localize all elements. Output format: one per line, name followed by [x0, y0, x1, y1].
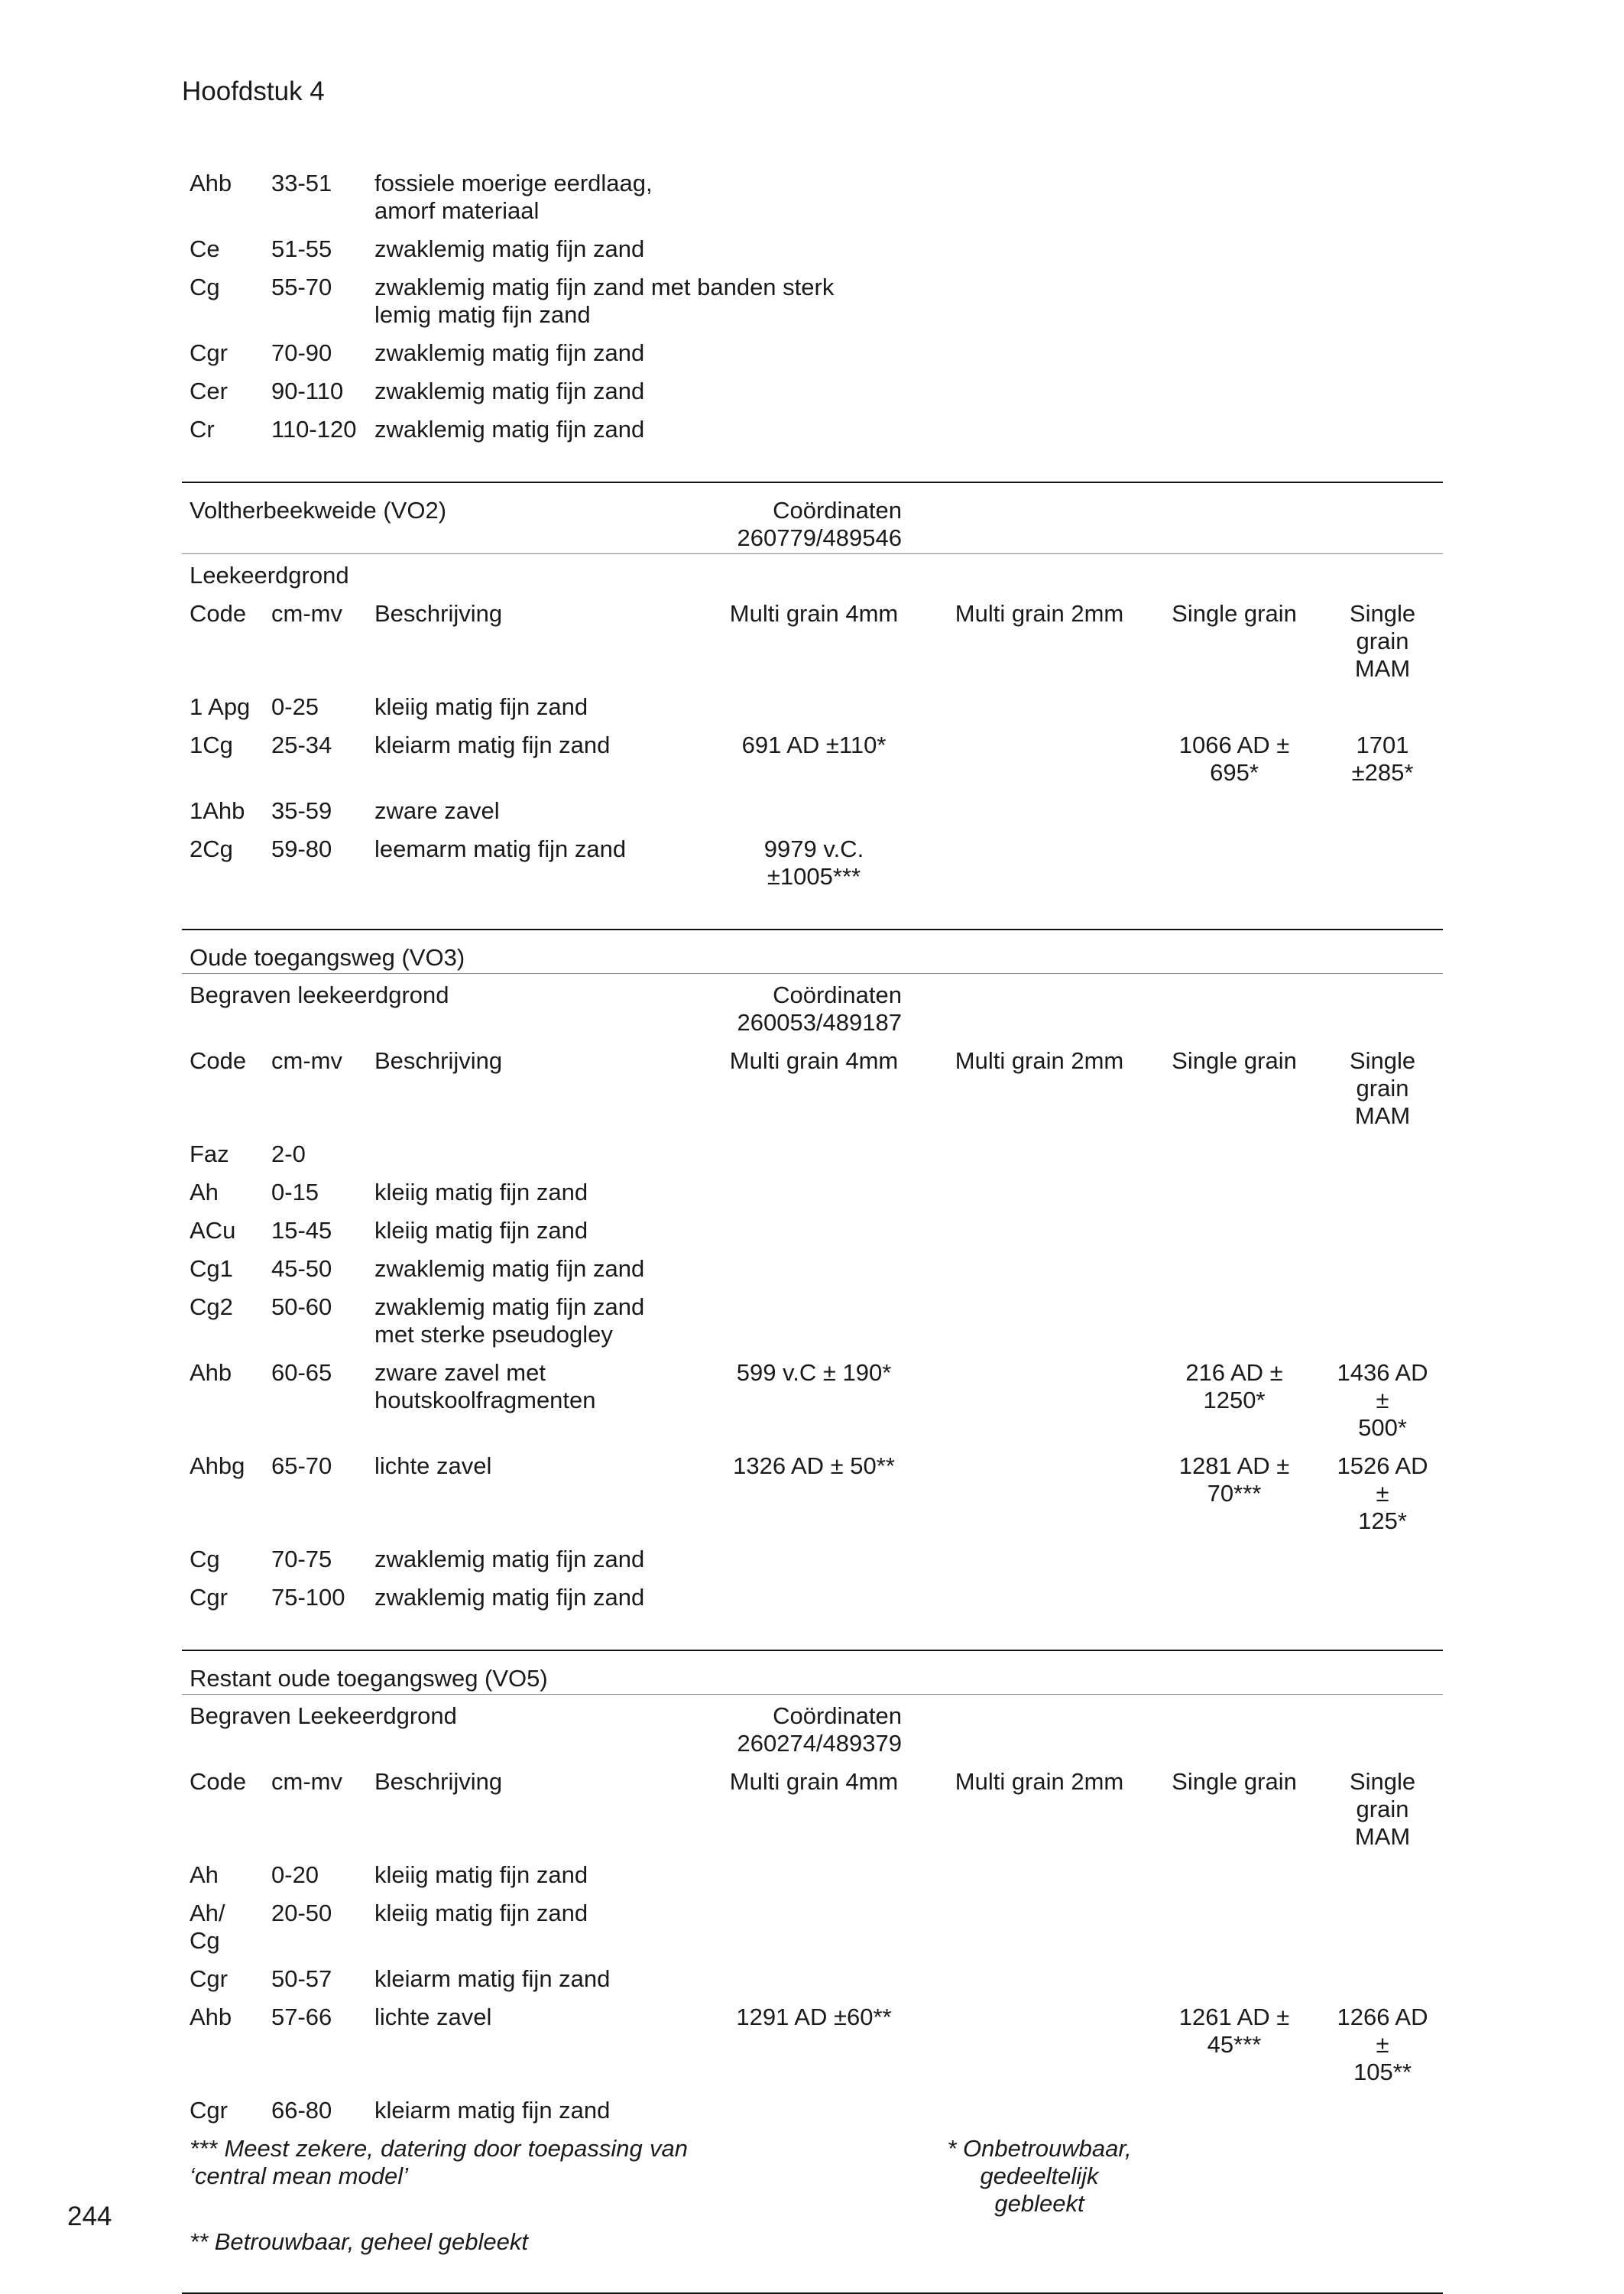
code-cell: Ah: [190, 1179, 219, 1205]
code-cell: Cgr: [190, 2097, 228, 2124]
table-row: [182, 2097, 1443, 2124]
intro-row: [182, 416, 1443, 443]
depth-cell: 70-75: [271, 1546, 332, 1572]
coordinates-label: Coördinaten: [773, 982, 902, 1008]
location-row: [182, 1651, 1443, 1692]
header-single-grain-mam: Single grain MAM: [1349, 1768, 1416, 1850]
table-row: [182, 1546, 1443, 1573]
code-cell: Cer: [190, 378, 228, 404]
depth-cell: 65-70: [271, 1452, 332, 1479]
table-row: [182, 1255, 1443, 1283]
header-depth: cm-mv: [271, 600, 342, 627]
code-cell: Cgr: [190, 1584, 228, 1611]
header-single-grain: Single grain: [1172, 1047, 1297, 1074]
header-single-grain: Single grain: [1172, 600, 1297, 627]
table-row: [182, 1293, 1443, 1348]
description-cell: zwaklemig matig fijn zand met banden sterk lemig matig fijn zand: [374, 274, 835, 328]
header-multi-grain-4mm: Multi grain 4mm: [729, 1768, 899, 1795]
description-cell: zwaklemig matig fijn zand: [374, 1255, 645, 1282]
description-cell: kleiig matig fijn zand: [374, 1900, 588, 1926]
table-row: [182, 797, 1443, 825]
depth-cell: 0-20: [271, 1861, 319, 1888]
description-cell: zware zavel: [374, 797, 500, 824]
table-row: [182, 836, 1443, 891]
footnotes: [182, 2135, 1443, 2256]
soil-type-row: [182, 554, 1443, 589]
depth-cell: 110-120: [271, 416, 357, 443]
code-cell: 1Cg: [190, 732, 233, 758]
profile-section: [182, 482, 1443, 891]
code-cell: Cg2: [190, 1293, 233, 1320]
header-multi-grain-2mm: Multi grain 2mm: [955, 1768, 1124, 1795]
page-number: 244: [67, 2202, 112, 2231]
table-row: [182, 1584, 1443, 1611]
description-cell: zwaklemig matig fijn zand met sterke pseudogley: [374, 1293, 645, 1348]
chapter-header: Hoofdstuk 4: [182, 76, 325, 106]
intro-row: [182, 170, 1443, 225]
soil-type: Begraven Leekeerdgrond: [190, 1702, 457, 1729]
table-row: [182, 1861, 1443, 1889]
single-grain-cell: 1066 AD ± 695*: [1178, 732, 1290, 786]
description-cell: zwaklemig matig fijn zand: [374, 378, 645, 404]
code-cell: Ahb: [190, 170, 232, 196]
description-cell: lichte zavel: [374, 2004, 492, 2030]
soil-type: Begraven leekeerdgrond: [190, 982, 449, 1008]
location-row: [182, 483, 1443, 552]
description-cell: fossiele moerige eerdlaag, amorf materiaal: [374, 170, 653, 224]
location-row: [182, 930, 1443, 972]
coordinates: [695, 982, 932, 1037]
header-single-grain: Single grain: [1172, 1768, 1297, 1795]
soil-type: Leekeerdgrond: [190, 562, 349, 589]
depth-cell: 57-66: [271, 2004, 332, 2030]
header-single-grain-mam: Single grain MAM: [1349, 600, 1416, 682]
depth-cell: 66-80: [271, 2097, 332, 2124]
depth-cell: 35-59: [271, 797, 332, 824]
code-cell: Ah/ Cg: [190, 1900, 225, 1954]
depth-cell: 59-80: [271, 836, 332, 862]
single-grain-mam-cell: 1436 AD ± 500*: [1337, 1359, 1428, 1441]
code-cell: Cr: [190, 416, 215, 443]
code-cell: Cg: [190, 274, 220, 300]
header-code: Code: [190, 1047, 247, 1074]
header-code: Code: [190, 1768, 247, 1795]
description-cell: zwaklemig matig fijn zand: [374, 235, 645, 262]
table-row: [182, 732, 1443, 787]
depth-cell: 33-51: [271, 170, 332, 196]
single-grain-mam-cell: 1701 ±285*: [1351, 732, 1414, 786]
footnote-row: [182, 2135, 1443, 2218]
description-cell: zware zavel met houtskoolfragmenten: [374, 1359, 596, 1413]
single-grain-mam-cell: 1526 AD ± 125*: [1337, 1452, 1428, 1534]
depth-cell: 20-50: [271, 1900, 332, 1926]
profile-section: [182, 929, 1443, 1611]
table-row: [182, 1179, 1443, 1206]
coordinates-value: 260779/489546: [737, 524, 902, 551]
description-cell: zwaklemig matig fijn zand: [374, 416, 645, 443]
soil-profile-tables: [182, 170, 1443, 2294]
header-depth: cm-mv: [271, 1047, 342, 1074]
table-row: [182, 2004, 1443, 2086]
multi-grain-4mm-cell: 9979 v.C. ±1005***: [763, 836, 864, 890]
table-row: [182, 1141, 1443, 1168]
footnote-unreliable: * Onbetrouwbaar, gedeeltelijk gebleekt: [947, 2135, 1132, 2217]
description-cell: kleiarm matig fijn zand: [374, 1965, 611, 1992]
single-grain-cell: 1281 AD ± 70***: [1178, 1452, 1290, 1507]
header-multi-grain-4mm: Multi grain 4mm: [729, 600, 899, 627]
depth-cell: 0-25: [271, 693, 319, 720]
code-cell: Ahb: [190, 2004, 232, 2030]
intro-row: [182, 339, 1443, 367]
depth-cell: 15-45: [271, 1217, 332, 1244]
depth-cell: 2-0: [271, 1141, 306, 1167]
header-single-grain-mam: Single grain MAM: [1349, 1047, 1416, 1129]
table-row: [182, 1359, 1443, 1442]
description-cell: kleiig matig fijn zand: [374, 1217, 588, 1244]
code-cell: 1 Apg: [190, 693, 251, 720]
description-cell: zwaklemig matig fijn zand: [374, 1584, 645, 1611]
table-header-row: [182, 1047, 1443, 1130]
coordinates: [695, 1702, 932, 1757]
table-row: [182, 1452, 1443, 1535]
coordinates-value: 260274/489379: [737, 1730, 902, 1757]
depth-cell: 60-65: [271, 1359, 332, 1386]
depth-cell: 50-57: [271, 1965, 332, 1992]
single-grain-cell: 216 AD ± 1250*: [1185, 1359, 1283, 1413]
multi-grain-4mm-cell: 599 v.C ± 190*: [736, 1359, 892, 1386]
header-description: Beschrijving: [374, 1768, 503, 1795]
depth-cell: 0-15: [271, 1179, 319, 1205]
location-name: Oude toegangsweg (VO3): [190, 944, 465, 971]
depth-cell: 90-110: [271, 378, 344, 404]
code-cell: Ah: [190, 1861, 219, 1888]
soil-type-row: [182, 1695, 1443, 1757]
location-name: Voltherbeekweide (VO2): [190, 497, 447, 524]
code-cell: 1Ahb: [190, 797, 245, 824]
intro-row: [182, 274, 1443, 329]
table-header-row: [182, 600, 1443, 683]
code-cell: Ahbg: [190, 1452, 245, 1479]
header-description: Beschrijving: [374, 1047, 503, 1074]
depth-cell: 70-90: [271, 339, 332, 366]
intro-row: [182, 378, 1443, 405]
single-grain-mam-cell: 1266 AD ± 105**: [1337, 2004, 1428, 2085]
coordinates-value: 260053/489187: [737, 1009, 902, 1036]
header-code: Code: [190, 600, 247, 627]
table-header-row: [182, 1768, 1443, 1851]
multi-grain-4mm-cell: 691 AD ±110*: [741, 732, 887, 758]
depth-cell: 55-70: [271, 274, 332, 300]
code-cell: Cg: [190, 1546, 220, 1572]
header-multi-grain-2mm: Multi grain 2mm: [955, 1047, 1124, 1074]
soil-type-row: [182, 974, 1443, 1037]
code-cell: Faz: [190, 1141, 229, 1167]
single-grain-cell: 1261 AD ± 45***: [1178, 2004, 1290, 2058]
depth-cell: 45-50: [271, 1255, 332, 1282]
description-cell: kleiarm matig fijn zand: [374, 2097, 611, 2124]
multi-grain-4mm-cell: 1326 AD ± 50**: [733, 1452, 895, 1479]
code-cell: Cg1: [190, 1255, 233, 1282]
header-description: Beschrijving: [374, 600, 503, 627]
code-cell: Ahb: [190, 1359, 232, 1386]
intro-row: [182, 235, 1443, 263]
multi-grain-4mm-cell: 1291 AD ±60**: [736, 2004, 892, 2030]
depth-cell: 75-100: [271, 1584, 345, 1611]
header-multi-grain-4mm: Multi grain 4mm: [729, 1047, 899, 1074]
footnote-reliable: ** Betrouwbaar, geheel gebleekt: [190, 2228, 528, 2255]
description-cell: zwaklemig matig fijn zand: [374, 339, 645, 366]
coordinates: [695, 497, 932, 552]
code-cell: Cgr: [190, 339, 228, 366]
depth-cell: 51-55: [271, 235, 332, 262]
description-cell: leemarm matig fijn zand: [374, 836, 627, 862]
description-cell: kleiig matig fijn zand: [374, 1179, 588, 1205]
table-row: [182, 693, 1443, 721]
table-row: [182, 1217, 1443, 1244]
profile-section: [182, 1650, 1443, 2124]
description-cell: zwaklemig matig fijn zand: [374, 1546, 645, 1572]
description-cell: kleiarm matig fijn zand: [374, 732, 611, 758]
description-cell: kleiig matig fijn zand: [374, 693, 588, 720]
footnote-most-certain: *** Meest zekere, datering door toepassing van ‘central mean model’: [190, 2135, 688, 2189]
header-depth: cm-mv: [271, 1768, 342, 1795]
code-cell: Cgr: [190, 1965, 228, 1992]
header-multi-grain-2mm: Multi grain 2mm: [955, 600, 1124, 627]
table-row: [182, 1965, 1443, 1993]
depth-cell: 25-34: [271, 732, 332, 758]
code-cell: ACu: [190, 1217, 236, 1244]
code-cell: 2Cg: [190, 836, 233, 862]
code-cell: Ce: [190, 235, 220, 262]
location-name: Restant oude toegangsweg (VO5): [190, 1665, 548, 1692]
description-cell: kleiig matig fijn zand: [374, 1861, 588, 1888]
depth-cell: 50-60: [271, 1293, 332, 1320]
description-cell: lichte zavel: [374, 1452, 492, 1479]
table-row: [182, 1900, 1443, 1955]
coordinates-label: Coördinaten: [773, 497, 902, 524]
coordinates-label: Coördinaten: [773, 1702, 902, 1729]
